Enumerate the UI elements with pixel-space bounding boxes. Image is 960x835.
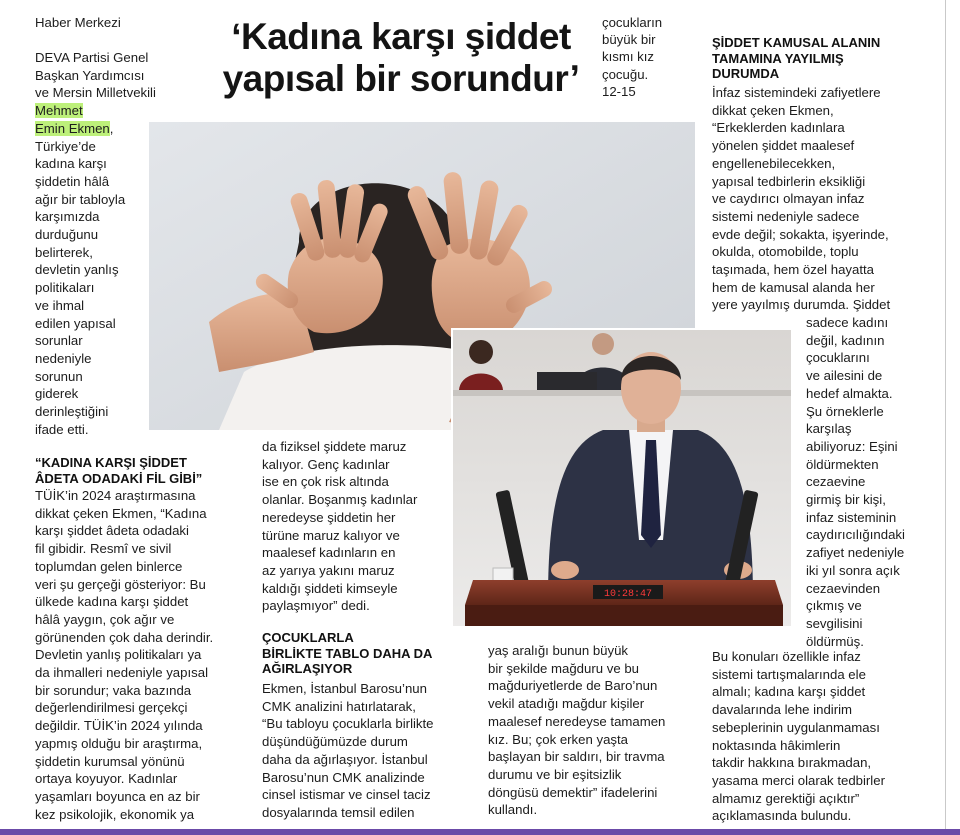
text-line: sorunun: [35, 368, 83, 384]
text-line: kız. Bu; çok erken yaşta: [488, 731, 628, 747]
page-bottom-bar: [0, 829, 960, 835]
text-line: ve caydırıcı olmayan infaz: [712, 191, 865, 207]
text-line: iki yıl sonra açık: [806, 562, 900, 578]
text-line: cinsel istismar ve cinsel taciz: [262, 787, 431, 803]
text-line: veri şu gerçeği gösteriyor: Bu: [35, 576, 206, 592]
text-line: toplumdan gelen binlerce: [35, 558, 183, 574]
text-line: ise en çok risk altında: [262, 474, 389, 490]
text-line: Devletin yanlış politikaları ya: [35, 647, 202, 663]
col3-body-text: [488, 642, 703, 819]
text-line: infaz sisteminin: [806, 509, 897, 525]
text-line: maalesef kadınların en: [262, 545, 396, 561]
text-line: kullandı.: [488, 802, 538, 818]
text-line: sebeplerinin uygulanmaması: [712, 719, 880, 735]
text-line: sistemi tartışmalarında ele: [712, 666, 866, 682]
text-line: az yarıya yakını maruz: [262, 562, 395, 578]
text-line: da fiziksel şiddete maruz: [262, 439, 407, 454]
text-line: açıklamasında bulundu.: [712, 808, 852, 824]
text-line: ifade etti.: [35, 421, 89, 437]
text-line: takdir hakkına bırakmadan,: [712, 755, 872, 771]
col4-wide-text: [712, 84, 937, 314]
text-line: “Bu tabloyu çocuklarla birlikte: [262, 716, 434, 732]
text-line: okulda, otomobilde, toplu: [712, 244, 859, 260]
col2-body2-text: [262, 680, 472, 822]
text-line: evde değil; sokakta, işyerinde,: [712, 226, 889, 242]
text-line: kısmı kız: [602, 49, 655, 65]
text-line: ve Mersin Milletvekili: [35, 85, 156, 101]
text-line: karşılaş: [806, 421, 852, 437]
speaker-at-podium-illustration: [453, 330, 793, 628]
text-line: kadına karşı: [35, 156, 107, 172]
parliament-photo: [451, 328, 793, 628]
column-rule: [945, 0, 946, 829]
text-line: cezaevinden: [806, 580, 881, 596]
col3-top-text: [602, 14, 682, 100]
text-line: Barosu’nun CMK analizinde: [262, 769, 425, 785]
section-heading-children: [262, 630, 472, 677]
text-line: durumu ve bir eşitsizlik: [488, 766, 622, 782]
text-line: dosyalarında temsil edilen: [262, 804, 415, 820]
text-line: olanlar. Boşanmış kadınlar: [262, 492, 418, 508]
text-line: devletin yanlış: [35, 262, 119, 278]
text-line: maalesef neredeyse tamamen: [488, 713, 666, 729]
text-line: TÜİK’in 2024 araştırmasına: [35, 488, 196, 503]
text-line: ülkede kadına karşı şiddet: [35, 594, 189, 610]
text-line: şiddetin kurumsal yönünü: [35, 753, 185, 769]
text-line: İnfaz sistemindeki zafiyetlere: [712, 85, 881, 100]
text-line: taşımada, hem özel hayatta: [712, 262, 875, 278]
headline-line-2: yapısal bir sorundur’: [222, 58, 580, 99]
headline-line-1: ‘Kadına karşı şiddet: [231, 16, 571, 57]
article-headline: [205, 16, 597, 100]
text-line: davalarında lehe indirim: [712, 702, 853, 718]
text-line: ,: [109, 120, 114, 136]
text-line: değildir. TÜİK’in 2024 yılında: [35, 718, 203, 734]
text-line: çocuğu.: [602, 66, 649, 82]
text-line: “Erkeklerden kadınlara: [712, 120, 845, 136]
heading-line: AĞIRLAŞIYOR: [262, 661, 353, 676]
heading-line: ÂDETA ODADAKİ FİL GİBİ”: [35, 470, 203, 486]
heading-line: TAMAMINA YAYILMIŞ: [712, 50, 844, 66]
text-line: kez psikolojik, ekonomik ya: [35, 806, 195, 822]
section-heading-public-space: [712, 35, 937, 82]
text-line: çıkmış ve: [806, 598, 862, 614]
text-line: almamız gerektiği açıktır”: [712, 790, 860, 806]
text-line: çocukların: [602, 15, 663, 30]
text-line: düşündüğümüzde durum: [262, 734, 408, 750]
politician-name-highlight: Mehmet: [35, 103, 83, 119]
text-line: şiddetin hâlâ: [35, 173, 110, 189]
text-line: dikkat çeken Ekmen,: [712, 102, 834, 118]
text-line: abiliyoruz: Eşini: [806, 438, 898, 454]
text-line: yere yayılmış durumda. Şiddet: [712, 297, 891, 313]
text-line: yapısal tedbirlerin eksikliği: [712, 173, 866, 189]
heading-line: BİRLİKTE TABLO DAHA DA: [262, 645, 433, 661]
text-line: değil, kadının: [806, 332, 885, 348]
text-line: ağır bir tabloyla: [35, 191, 126, 207]
text-line: politikaları: [35, 280, 95, 296]
politician-name-highlight: Emin Ekmen: [35, 120, 110, 136]
text-line: Ekmen, İstanbul Barosu’nun: [262, 681, 427, 696]
text-line: DEVA Partisi Genel: [35, 50, 149, 65]
text-line: derinleştiğini: [35, 404, 109, 420]
text-line: görünenden çok daha derindir.: [35, 629, 214, 645]
text-line: durduğunu: [35, 227, 99, 243]
col1-narrow-text: [35, 138, 147, 439]
text-line: değerlendirilmesi gerçekçi: [35, 700, 188, 716]
text-line: sevgilisini: [806, 615, 863, 631]
text-line: 12-15: [602, 83, 636, 99]
podium-timer-display: 10:28:47: [603, 589, 653, 600]
text-line: Bu konuları özellikle infaz: [712, 649, 861, 664]
text-line: hem de kamusal alanda her: [712, 279, 875, 295]
text-line: döngüsü demektir” ifadelerini: [488, 784, 658, 800]
text-line: noktasında hâkimlerin: [712, 737, 841, 753]
text-line: yasama merci olarak tedbirler: [712, 772, 885, 788]
text-line: Türkiye’de: [35, 138, 96, 154]
text-line: edilen yapısal: [35, 315, 116, 331]
text-line: karşı şiddet âdeta odadaki: [35, 523, 189, 539]
text-line: sistemi nedeniyle sadece: [712, 208, 860, 224]
text-line: karşımızda: [35, 209, 100, 225]
text-line: bir şekilde mağduru ve bu: [488, 660, 640, 676]
text-line: ortaya koyuyor. Kadınlar: [35, 771, 178, 787]
text-line: öldürmüş.: [806, 633, 864, 649]
col4-bottom-text: [712, 648, 937, 825]
text-line: çocuklarını: [806, 350, 870, 366]
text-line: daha da ağırlaşıyor. İstanbul: [262, 751, 428, 767]
text-line: türüne maruz kalıyor ve: [262, 527, 400, 543]
text-line: vekil atadığı mağdur kişiler: [488, 696, 645, 712]
heading-line: DURUMDA: [712, 66, 780, 81]
text-line: dikkat çeken Ekmen, “Kadına: [35, 505, 207, 521]
text-line: ve ihmal: [35, 297, 85, 313]
text-line: almalı; kadına karşı şiddet: [712, 684, 866, 700]
text-line: öldürmekten: [806, 456, 879, 472]
heading-line: ŞİDDET KAMUSAL ALANIN: [712, 35, 881, 50]
text-line: yaşamları boyunca en az bir: [35, 788, 200, 804]
text-line: cezaevine: [806, 474, 866, 490]
section-heading-elephant: [35, 455, 250, 486]
text-line: giderek: [35, 386, 79, 402]
text-line: paylaşmıyor” dedi.: [262, 598, 370, 614]
text-line: hedef almakta.: [806, 385, 893, 401]
text-line: yaş aralığı bunun büyük: [488, 643, 629, 658]
text-line: girmiş bir kişi,: [806, 492, 886, 508]
text-line: neredeyse şiddetin her: [262, 509, 396, 525]
text-line: büyük bir: [602, 32, 656, 48]
heading-line: ÇOCUKLARLA: [262, 630, 354, 645]
text-line: CMK analizini hatırlatarak,: [262, 698, 416, 714]
text-line: fil gibidir. Resmî ve sivil: [35, 541, 172, 557]
text-line: Şu örneklerle: [806, 403, 884, 419]
text-line: engellenebilecekken,: [712, 155, 836, 171]
text-line: Başkan Yardımcısı: [35, 67, 145, 83]
text-line: belirterek,: [35, 244, 93, 260]
col2-body-text: [262, 438, 454, 615]
text-line: yapmış olduğu bir araştırma,: [35, 735, 203, 751]
text-line: da ihmalleri nedeniyle yapısal: [35, 665, 209, 681]
heading-line: “KADINA KARŞI ŞİDDET: [35, 455, 187, 470]
source-label: Haber Merkezi: [35, 15, 121, 30]
text-line: caydırıcılığındaki: [806, 527, 905, 543]
col4-narrow-text: [806, 314, 934, 650]
text-line: kalıyor. Genç kadınlar: [262, 456, 390, 472]
text-line: başlayan bir saldırı, bir travma: [488, 749, 665, 765]
text-line: sadece kadını: [806, 315, 889, 330]
text-line: mağduriyetlerde de Baro’nun: [488, 678, 658, 694]
text-line: yönelen şiddet maalesef: [712, 138, 855, 154]
text-line: bir sorundur; vaka bazında: [35, 682, 192, 698]
text-line: nedeniyle: [35, 350, 92, 366]
text-line: ve ailesini de: [806, 368, 883, 384]
text-line: kaldığı şiddeti kimseyle: [262, 580, 398, 596]
col1-body-text: [35, 487, 250, 823]
text-line: sorunlar: [35, 333, 83, 349]
text-line: hâlâ yaygın, çok ağır ve: [35, 611, 175, 627]
text-line: zafiyet nedeniyle: [806, 545, 905, 561]
